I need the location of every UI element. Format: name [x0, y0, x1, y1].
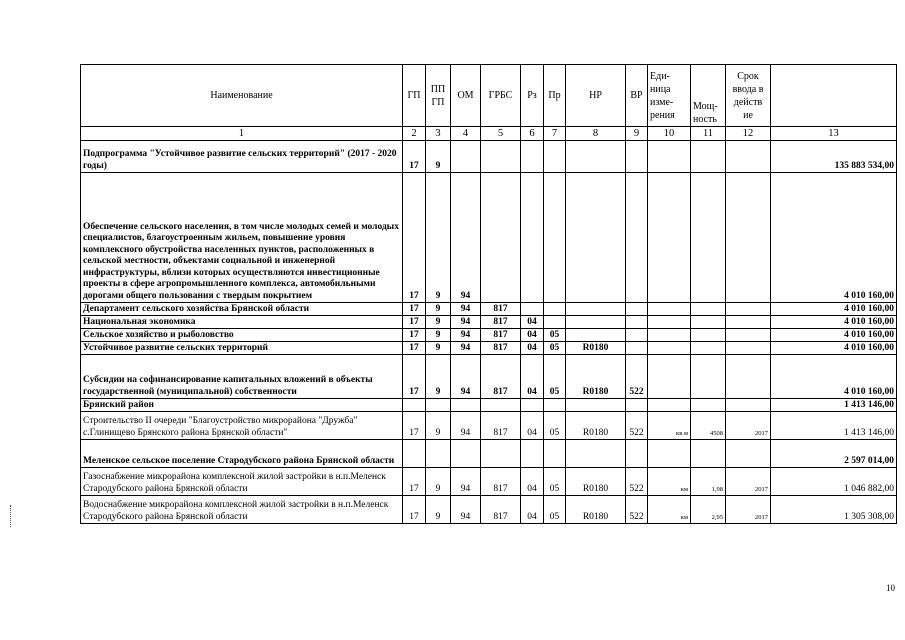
header-capacity: Мощ-ность [691, 65, 726, 127]
cell-om: 94 [451, 329, 481, 342]
header-grbs: ГРБС [481, 65, 521, 127]
cell-vr [626, 141, 648, 173]
cell-sum: 2 597 014,00 [771, 440, 897, 468]
cell-om [451, 399, 481, 412]
cell-pr [544, 141, 566, 173]
header-gp: ГП [403, 65, 426, 127]
cell-om: 94 [451, 303, 481, 316]
cell-unit: кв.м [648, 412, 691, 440]
cell-unit [648, 399, 691, 412]
cell-unit: км [648, 496, 691, 524]
cell-grbs: 817 [481, 412, 521, 440]
margin-mark [10, 505, 12, 527]
cell-nr: R0180 [566, 342, 626, 355]
cell-capacity: 4508 [691, 412, 726, 440]
cell-term [726, 316, 771, 329]
cell-nr [566, 316, 626, 329]
cell-pr: 05 [544, 355, 566, 399]
cell-rz: 04 [521, 496, 544, 524]
cell-vr [626, 303, 648, 316]
cell-ppgp: 9 [426, 355, 451, 399]
cell-pr: 05 [544, 342, 566, 355]
cell-ppgp [426, 440, 451, 468]
cell-nr [566, 329, 626, 342]
cell-vr: 522 [626, 412, 648, 440]
table-row [81, 141, 897, 173]
cell-capacity: 1,98 [691, 468, 726, 496]
col-number: 12 [726, 127, 771, 141]
cell-grbs: 817 [481, 303, 521, 316]
cell-rz: 04 [521, 342, 544, 355]
column-number-row [81, 127, 897, 141]
cell-grbs: 817 [481, 355, 521, 399]
cell-term: 2017 [726, 412, 771, 440]
cell-capacity: 2,95 [691, 496, 726, 524]
cell-grbs [481, 141, 521, 173]
cell-sum: 1 413 146,00 [771, 399, 897, 412]
cell-grbs [481, 399, 521, 412]
cell-unit [648, 173, 691, 303]
cell-capacity [691, 399, 726, 412]
header-rz: Рз [521, 65, 544, 127]
cell-gp: 17 [403, 141, 426, 173]
cell-om [451, 440, 481, 468]
cell-pr [544, 173, 566, 303]
cell-grbs [481, 440, 521, 468]
col-number: 10 [648, 127, 691, 141]
cell-pr: 05 [544, 468, 566, 496]
cell-ppgp: 9 [426, 173, 451, 303]
cell-rz [521, 141, 544, 173]
cell-grbs: 817 [481, 316, 521, 329]
cell-name: Обеспечение сельского населения, в том числе молодых семей и молодых специалистов, благоустроенным жильем, повышение уровня комплексного обустройства населенных пунктов, расположенных в сельской местности, объектами социальной и инженерной инфраструктуры, вблизи которых осуществляются инвестиционные проекты в сфере агропромышленного комплекса, автомобильными дорогами общего пользования с твердым покрытием [81, 173, 403, 303]
col-number: 7 [544, 127, 566, 141]
cell-rz: 04 [521, 355, 544, 399]
cell-ppgp: 9 [426, 496, 451, 524]
cell-ppgp [426, 399, 451, 412]
cell-om: 94 [451, 316, 481, 329]
cell-vr: 522 [626, 496, 648, 524]
cell-name: Газоснабжение микрорайона комплексной жилой застройки в н.п.Меленск Стародубского района Брянской области [81, 468, 403, 496]
cell-term [726, 355, 771, 399]
cell-gp: 17 [403, 316, 426, 329]
cell-nr [566, 303, 626, 316]
table-row [81, 303, 897, 316]
cell-rz [521, 303, 544, 316]
cell-capacity [691, 303, 726, 316]
cell-vr [626, 329, 648, 342]
cell-name: Брянский район [81, 399, 403, 412]
cell-gp: 17 [403, 303, 426, 316]
cell-term [726, 329, 771, 342]
cell-gp: 17 [403, 496, 426, 524]
cell-sum: 4 010 160,00 [771, 173, 897, 303]
table-row [81, 342, 897, 355]
col-number: 13 [771, 127, 897, 141]
cell-gp [403, 399, 426, 412]
cell-rz [521, 440, 544, 468]
cell-name: Субсидии на софинансирование капитальных вложений в объекты государственной (муниципальной) собственности [81, 355, 403, 399]
header-sum [771, 65, 897, 127]
table-row [81, 440, 897, 468]
col-number: 1 [81, 127, 403, 141]
cell-om [451, 141, 481, 173]
cell-name: Подпрограмма "Устойчивое развитие сельских территорий" (2017 - 2020 годы) [81, 141, 403, 173]
cell-ppgp: 9 [426, 468, 451, 496]
header-ppgp: ПП ГП [426, 65, 451, 127]
cell-term: 2017 [726, 496, 771, 524]
cell-om: 94 [451, 468, 481, 496]
cell-gp [403, 440, 426, 468]
cell-name: Департамент сельского хозяйства Брянской области [81, 303, 403, 316]
cell-pr [544, 303, 566, 316]
page-number: 10 [886, 583, 895, 593]
cell-term [726, 141, 771, 173]
cell-ppgp: 9 [426, 141, 451, 173]
header-nr: НР [566, 65, 626, 127]
cell-nr: R0180 [566, 412, 626, 440]
cell-name: Меленское сельское поселение Стародубского района Брянской области [81, 440, 403, 468]
cell-gp: 17 [403, 342, 426, 355]
cell-term [726, 303, 771, 316]
cell-vr [626, 342, 648, 355]
table-row [81, 355, 897, 399]
cell-unit [648, 440, 691, 468]
cell-rz: 04 [521, 412, 544, 440]
table-row [81, 316, 897, 329]
cell-name: Водоснабжение микрорайона комплексной жилой застройки в н.п.Меленск Стародубского района Брянской области [81, 496, 403, 524]
cell-nr: R0180 [566, 355, 626, 399]
budget-table [80, 64, 897, 524]
cell-pr: 05 [544, 412, 566, 440]
cell-vr [626, 440, 648, 468]
cell-term: 2017 [726, 468, 771, 496]
cell-vr [626, 399, 648, 412]
cell-grbs [481, 173, 521, 303]
cell-unit [648, 316, 691, 329]
cell-rz [521, 399, 544, 412]
header-unit: Еди-ница изме-рения [648, 65, 691, 127]
col-number: 3 [426, 127, 451, 141]
cell-capacity [691, 342, 726, 355]
cell-gp: 17 [403, 412, 426, 440]
cell-rz: 04 [521, 316, 544, 329]
cell-unit [648, 329, 691, 342]
cell-name: Строительство II очереди "Благоустройство микрорайона "Дружба" с.Глинищево Брянского района Брянской области" [81, 412, 403, 440]
cell-vr: 522 [626, 468, 648, 496]
cell-capacity [691, 355, 726, 399]
col-number: 6 [521, 127, 544, 141]
cell-om: 94 [451, 342, 481, 355]
header-name: Наименование [81, 65, 403, 127]
cell-sum: 1 413 146,00 [771, 412, 897, 440]
cell-om: 94 [451, 173, 481, 303]
cell-ppgp: 9 [426, 329, 451, 342]
cell-nr: R0180 [566, 468, 626, 496]
cell-ppgp: 9 [426, 316, 451, 329]
cell-nr [566, 399, 626, 412]
cell-capacity [691, 173, 726, 303]
cell-nr [566, 141, 626, 173]
cell-ppgp: 9 [426, 342, 451, 355]
cell-capacity [691, 316, 726, 329]
cell-ppgp: 9 [426, 412, 451, 440]
table-row [81, 399, 897, 412]
col-number: 4 [451, 127, 481, 141]
cell-name: Национальная экономика [81, 316, 403, 329]
cell-sum: 1 046 882,00 [771, 468, 897, 496]
table-row [81, 329, 897, 342]
cell-gp: 17 [403, 468, 426, 496]
cell-unit [648, 141, 691, 173]
cell-grbs: 817 [481, 329, 521, 342]
cell-unit: км [648, 468, 691, 496]
col-number: 11 [691, 127, 726, 141]
cell-rz [521, 173, 544, 303]
cell-term [726, 440, 771, 468]
cell-om: 94 [451, 496, 481, 524]
cell-pr [544, 440, 566, 468]
cell-vr [626, 316, 648, 329]
cell-unit [648, 355, 691, 399]
col-number: 2 [403, 127, 426, 141]
cell-rz: 04 [521, 329, 544, 342]
cell-gp: 17 [403, 329, 426, 342]
table-row [81, 173, 897, 303]
cell-vr [626, 173, 648, 303]
cell-term [726, 173, 771, 303]
cell-vr: 522 [626, 355, 648, 399]
col-number: 5 [481, 127, 521, 141]
cell-name: Сельское хозяйство и рыболовство [81, 329, 403, 342]
cell-om: 94 [451, 412, 481, 440]
cell-grbs: 817 [481, 342, 521, 355]
cell-pr: 05 [544, 496, 566, 524]
header-term: Срок ввода в действ ие [726, 65, 771, 127]
cell-grbs: 817 [481, 468, 521, 496]
cell-capacity [691, 329, 726, 342]
cell-sum: 1 305 308,00 [771, 496, 897, 524]
cell-term [726, 342, 771, 355]
cell-nr [566, 173, 626, 303]
col-number: 9 [626, 127, 648, 141]
cell-sum: 4 010 160,00 [771, 303, 897, 316]
cell-sum: 135 883 534,00 [771, 141, 897, 173]
col-number: 8 [566, 127, 626, 141]
header-row [81, 65, 897, 127]
cell-term [726, 399, 771, 412]
cell-gp: 17 [403, 355, 426, 399]
cell-pr [544, 316, 566, 329]
table-row [81, 496, 897, 524]
cell-sum: 4 010 160,00 [771, 316, 897, 329]
cell-capacity [691, 440, 726, 468]
cell-om: 94 [451, 355, 481, 399]
header-pr: Пр [544, 65, 566, 127]
table-row [81, 412, 897, 440]
cell-nr [566, 440, 626, 468]
table-row [81, 468, 897, 496]
cell-pr [544, 399, 566, 412]
cell-nr: R0180 [566, 496, 626, 524]
header-om: ОМ [451, 65, 481, 127]
cell-ppgp: 9 [426, 303, 451, 316]
cell-capacity [691, 141, 726, 173]
cell-sum: 4 010 160,00 [771, 329, 897, 342]
cell-grbs: 817 [481, 496, 521, 524]
cell-unit [648, 342, 691, 355]
cell-name: Устойчивое развитие сельских территорий [81, 342, 403, 355]
header-vr: ВР [626, 65, 648, 127]
cell-unit [648, 303, 691, 316]
cell-sum: 4 010 160,00 [771, 355, 897, 399]
cell-rz: 04 [521, 468, 544, 496]
cell-sum: 4 010 160,00 [771, 342, 897, 355]
cell-pr: 05 [544, 329, 566, 342]
cell-gp: 17 [403, 173, 426, 303]
